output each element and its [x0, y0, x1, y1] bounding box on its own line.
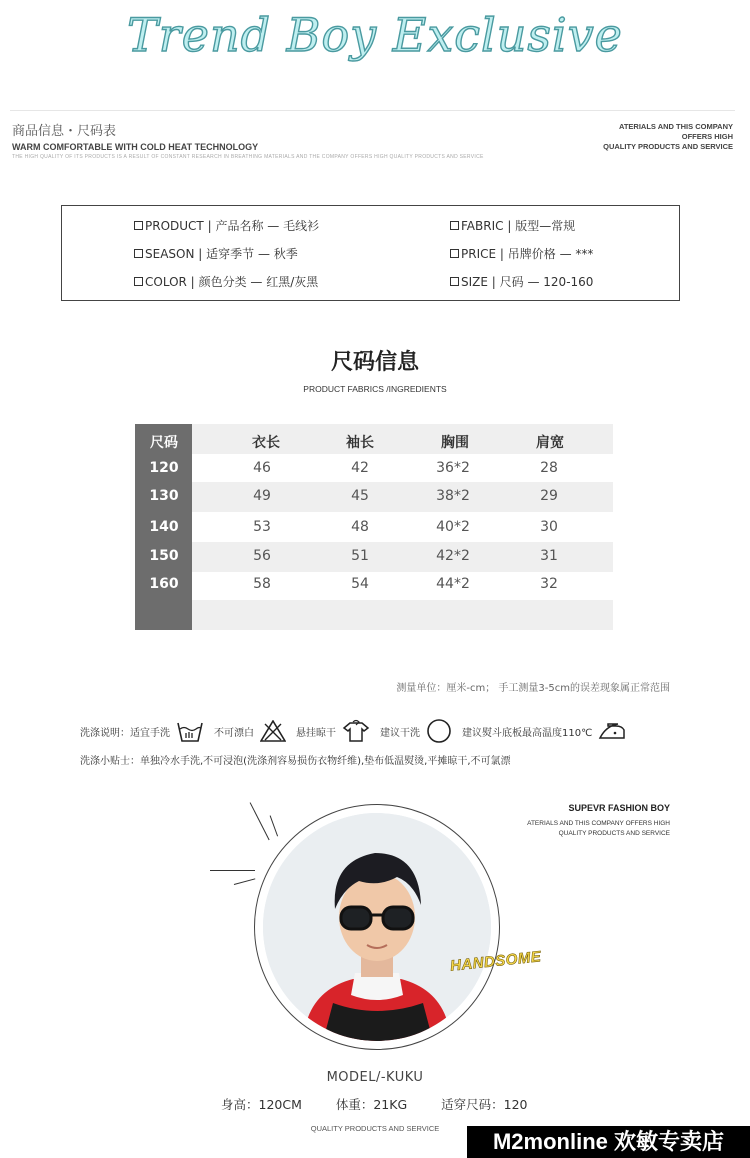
- tagline: WARM COMFORTABLE WITH COLD HEAT TECHNOLOGY: [12, 142, 259, 152]
- model-photo: [263, 813, 491, 1041]
- section-label: 商品信息・尺码表: [12, 124, 117, 139]
- info-fabric: [450, 217, 575, 234]
- header-right-line: ATERIALS AND THIS COMPANY: [618, 122, 733, 131]
- info-label: PRODUCT |: [145, 218, 212, 233]
- table-cell: 120: [149, 460, 179, 476]
- table-cell: 45: [351, 488, 369, 504]
- measurement-note: 测量单位：厘米-cm； 手工测量3-5cm的误差现象属正常范围: [396, 683, 670, 694]
- header-right-line: QUALITY PRODUCTS AND SERVICE: [603, 142, 733, 151]
- decorative-line: [269, 815, 278, 836]
- table-cell: 140: [149, 519, 179, 535]
- info-label: FABRIC |: [461, 218, 512, 233]
- table-cell: 42*2: [436, 548, 470, 564]
- iron-icon: [598, 722, 626, 740]
- table-cell: 38*2: [436, 488, 470, 504]
- dry-clean-icon: [426, 718, 452, 744]
- dry-clean-label: 建议干洗: [380, 727, 420, 739]
- no-bleach-label: 不可漂白: [214, 727, 254, 739]
- info-value: 尺码 — 120-160: [499, 275, 594, 289]
- table-cell: 42: [351, 460, 369, 476]
- product-info-box: [61, 205, 680, 301]
- handsome-sticker: HANDSOME: [449, 948, 543, 975]
- divider: [10, 110, 735, 111]
- table-cell: 44*2: [436, 576, 470, 592]
- fine-print: THE HIGH QUALITY OF ITS PRODUCTS IS A RESULT OF CONSTANT RESEARCH IN BREATHING MATERIALS AND THE COMPANY OFFERS HIGH QUALITY PRODUCTS AND SERVICE: [12, 154, 484, 160]
- table-cell: 130: [149, 488, 179, 504]
- header-left: [12, 120, 484, 160]
- info-value: 颜色分类 — 红黑/灰黑: [198, 275, 319, 289]
- info-color: [134, 273, 318, 290]
- table-cell: 53: [253, 519, 271, 535]
- model-height: 身高：120CM: [221, 1097, 302, 1112]
- shop-watermark: M2monline 欢敏专卖店: [467, 1126, 750, 1158]
- table-cell: 48: [351, 519, 369, 535]
- wash-label: 洗涤说明：适宜手洗: [80, 727, 170, 739]
- info-label: COLOR |: [145, 274, 195, 289]
- hang-dry-label: 悬挂晾干: [296, 727, 336, 739]
- model-portrait: [254, 804, 500, 1050]
- table-cell: 32: [540, 576, 558, 592]
- table-stripe: [192, 600, 613, 630]
- info-product: [134, 217, 319, 234]
- checkbox-icon: [134, 249, 143, 258]
- size-table: [135, 424, 613, 630]
- table-cell: 46: [253, 460, 271, 476]
- decorative-line: [249, 802, 269, 840]
- info-label: SEASON |: [145, 246, 203, 261]
- info-price: [450, 245, 593, 262]
- decorative-line: [234, 878, 256, 885]
- iron-label: 建议熨斗底板最高温度110℃: [462, 727, 593, 739]
- decorative-line: [210, 870, 255, 871]
- table-cell: 51: [351, 548, 369, 564]
- info-value: 版型—常规: [515, 219, 576, 233]
- info-season: [134, 245, 298, 262]
- table-cell: 29: [540, 488, 558, 504]
- checkbox-icon: [450, 277, 459, 286]
- checkbox-icon: [450, 249, 459, 258]
- model-name: MODEL/-KUKU: [326, 1070, 424, 1085]
- brand-name: SUPEVR FASHION BOY: [568, 803, 670, 813]
- table-cell: 28: [540, 460, 558, 476]
- info-value: 产品名称 — 毛线衫: [215, 219, 320, 233]
- info-value: 适穿季节 — 秋季: [206, 247, 298, 261]
- info-label: SIZE |: [461, 274, 496, 289]
- brand-tagline-line: ATERIALS AND THIS COMPANY OFFERS HIGH: [527, 820, 670, 827]
- size-section-title: 尺码信息: [330, 350, 419, 375]
- no-bleach-icon: [260, 720, 286, 742]
- model-size: 适穿尺码：120: [441, 1097, 528, 1112]
- size-section-subtitle: PRODUCT FABRICS /INGREDIENTS: [303, 384, 447, 394]
- table-header-cell: 肩宽: [536, 435, 564, 451]
- brand-tagline: [527, 819, 670, 839]
- checkbox-icon: [134, 221, 143, 230]
- info-size: [450, 273, 593, 290]
- table-cell: 150: [149, 548, 179, 564]
- hand-wash-icon: [176, 719, 204, 743]
- table-header-cell: 胸围: [441, 435, 469, 451]
- table-header-cell: 袖长: [346, 435, 374, 451]
- table-header-cell: 尺码: [150, 435, 178, 451]
- model-stats: [221, 1095, 558, 1113]
- info-label: PRICE |: [461, 246, 504, 261]
- care-tips: 洗涤小贴士：单独冷水手洗,不可浸泡(洗涤剂容易损伤衣物纤维),垫布低温熨烫,平摊晾干,不可氯漂: [80, 756, 511, 767]
- brand-title: Trend Boy Exclusive: [127, 8, 623, 62]
- hang-dry-icon: [342, 719, 370, 743]
- brand-tagline-line: QUALITY PRODUCTS AND SERVICE: [558, 830, 670, 837]
- table-cell: 36*2: [436, 460, 470, 476]
- table-cell: 160: [149, 576, 179, 592]
- checkbox-icon: [134, 277, 143, 286]
- table-cell: 58: [253, 576, 271, 592]
- model-weight: 体重：21KG: [335, 1097, 408, 1112]
- info-value: 吊牌价格 — ***: [507, 247, 594, 261]
- care-instructions: [80, 716, 680, 746]
- header-right-line: OFFERS HIGH: [681, 132, 733, 141]
- table-cell: 56: [253, 548, 271, 564]
- table-cell: 40*2: [436, 519, 470, 535]
- table-cell: 49: [253, 488, 271, 504]
- table-cell: 54: [351, 576, 369, 592]
- table-cell: 31: [540, 548, 558, 564]
- header-right: [603, 122, 733, 152]
- quality-footer: QUALITY PRODUCTS AND SERVICE: [310, 1124, 440, 1133]
- table-cell: 30: [540, 519, 558, 535]
- checkbox-icon: [450, 221, 459, 230]
- table-header-cell: 衣长: [252, 435, 280, 451]
- model-brand-block: [527, 803, 670, 839]
